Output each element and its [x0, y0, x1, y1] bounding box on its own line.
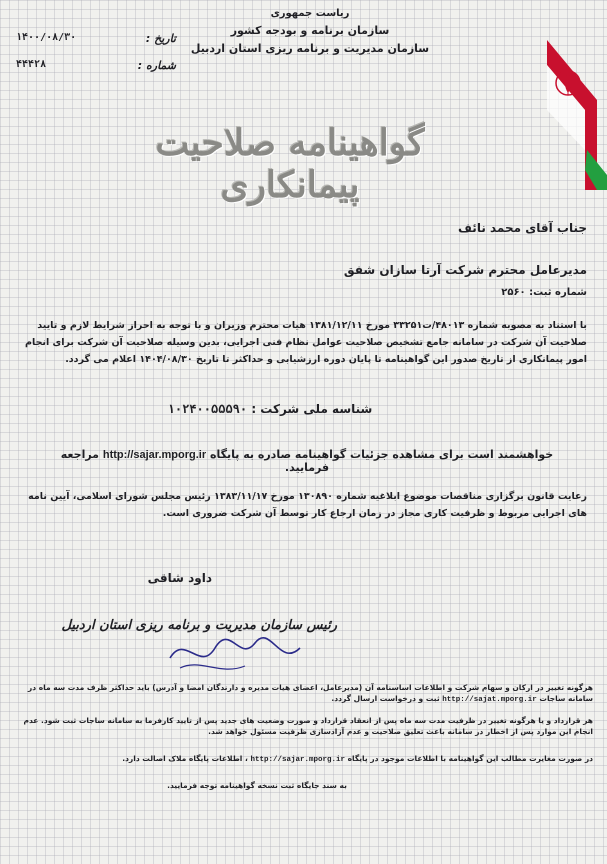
website-notice-after: مراجعه فرمایید. [60, 448, 330, 474]
signature-scribble [160, 628, 310, 678]
iran-emblem-flag [547, 40, 607, 190]
header-presidency: ریاست جمهوری [270, 8, 350, 19]
signatory-name: داود شاقی [147, 571, 212, 585]
registration-number: شماره ثبت: ۲۵۶۰ [501, 287, 587, 298]
sajar-link[interactable]: http://sajar.mporg.ir [102, 449, 207, 461]
number-label: شماره : [137, 59, 176, 72]
footer-note-4: به سند جایگاه ثبت نسخه گواهینامه توجه فرمایید. [167, 781, 347, 790]
footer-note-3-b: ، اطلاعات پایگاه ملاک اصالت دارد. [122, 754, 248, 763]
date-row [16, 32, 176, 45]
national-id [150, 402, 390, 416]
recipient-name: جناب آقای محمد نائف [458, 221, 587, 235]
number-value: ۴۴۴۲۸ [16, 59, 47, 70]
header-provincial-org: سازمان مدیریت و برنامه ریزی استان اردبیل [190, 42, 430, 55]
certificate-paragraph: با استناد به مصوبه شماره ۴۸۰۱۳/ت۳۳۲۵۱ مورخ ۱۳۸۱/۱۲/۱۱ هیات محترم وزیران و با توجه به احراز شرایط لازم و تایید صلاحیت آن شرکت در سامانه جامع تشخیص صلاحیت عوامل نظام فنی اجرایی، بدین وسیله صلاحیت آن شرکت برای انجام امور پیمانکاری از تاریخ صدور این گواهینامه تا پایان دوره ارزشیابی و حداکثر تا تاریخ ۱۴۰۴/۰۸/۳۰ اعلام می گردد. [25, 320, 587, 365]
sajat-link[interactable]: http://sajat.mporg.ir [442, 696, 537, 704]
compliance-paragraph: رعایت قانون برگزاری مناقصات موضوع ابلاغیه شماره ۱۳۰۸۹۰ مورخ ۱۳۸۳/۱۱/۱۷ رئیس مجلس شورای اسلامی، آیین نامه های اجرایی مربوط و ظرفیت کاری مجاز در زمان ارجاع کار توسط آن شرکت ضروری است. [28, 491, 587, 519]
footer-note-1-b: ثبت و درخواست ارسال گردد. [331, 694, 440, 703]
footer-note-1-a: هرگونه تغییر در ارکان و سهام شرکت و اطلاعات اساسنامه آن (مدیرعامل، اعضای هیات مدیره و دارندگان امضا و آدرس) باید حداکثر ظرف مدت سه ماه در سامانه ساجات [27, 683, 593, 703]
national-id-label: شناسه ملی شرکت : [251, 402, 373, 416]
header-budget-org: سازمان برنامه و بودجه کشور [230, 24, 390, 37]
certificate-title: گواهینامه صلاحیت پیمانکاری [155, 122, 425, 206]
issuer-header [180, 8, 440, 55]
recipient-position: مدیرعامل محترم شرکت آرتا سازان شفق [343, 263, 587, 277]
signatory-title: رئیس سازمان مدیریت و برنامه ریزی استان اردبیل [61, 618, 337, 633]
website-notice-before: خواهشمند است برای مشاهده جزئیات گواهینامه صادره به پایگاه [209, 448, 554, 461]
national-id-value: ۱۰۲۴۰۰۵۵۵۹۰ [167, 402, 248, 416]
footer-note-3 [15, 753, 593, 766]
date-label: تاریخ : [145, 32, 176, 45]
website-notice [37, 448, 577, 474]
letter-meta [16, 32, 176, 86]
footer-note-3-a: در صورت مغایرت مطالب این گواهینامه با اطلاعات موجود در پایگاه [347, 754, 593, 763]
footer-note-1 [15, 682, 593, 706]
sajar-footer-link[interactable]: http://sajar.mporg.ir [250, 756, 345, 764]
footer-note-2: هر قرارداد و یا هرگونه تغییر در ظرفیت مدت سه ماه پس از انعقاد قرارداد و صورت وضعیت های جدید پس از تایید کارفرما به سامانه ساجات ثبت شود. عدم انجام این موارد پس از اخطار در سامانه باعث تعلیق صلاحیت و عدم آزادسازی ظرفیت مسئول خواهد شد. [23, 716, 593, 736]
number-row [16, 59, 176, 72]
date-value: ۱۴۰۰/۰۸/۳۰ [16, 32, 77, 43]
